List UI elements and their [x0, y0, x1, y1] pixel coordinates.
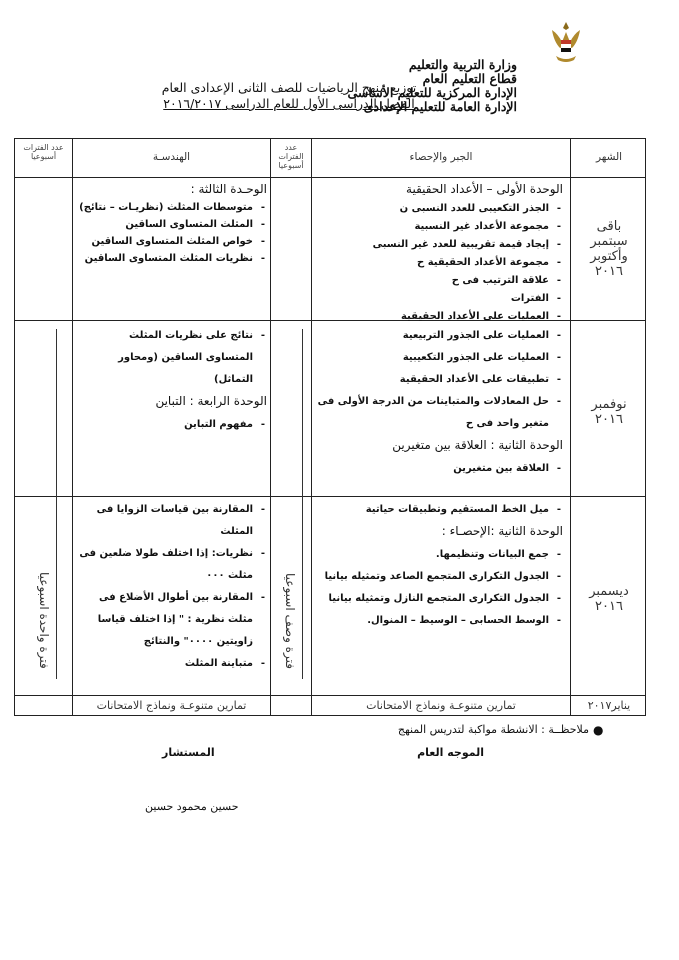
weeks-algebra-vertical: فترة وصف اسبوعيا: [283, 573, 297, 669]
list-item: - نظريات: إذا اختلف طولا ضلعين فى مثلث ٠٠٠: [79, 543, 267, 587]
footer-month: يناير٢٠١٧: [587, 699, 631, 712]
list-item: - متوسطات المثلث (نظريـات – نتائج): [79, 199, 267, 216]
title-line-2: الفصل الدراسى الأول للعام الدراسى ٢٠١٦/٢٠١٧: [163, 96, 415, 111]
list-item: - ميل الخط المستقيم وتطبيقات حياتية: [317, 499, 563, 521]
note-bullet-icon: ●: [593, 723, 604, 737]
month-line: سبتمبر: [590, 234, 628, 249]
weeks-geometry-vertical: فترة واحدة اسبوعيا: [37, 572, 51, 669]
month-line: وأكتوبر: [590, 249, 628, 264]
list-item: - علاقة الترتيب فى ح: [317, 272, 563, 290]
unit-title: الوحدة الأولى – الأعداد الحقيقية: [406, 182, 563, 196]
header-geometry: الهندسـة: [152, 151, 191, 163]
ministry-line: قطاع التعليم العام: [422, 71, 517, 86]
geometry-cell-2: [79, 325, 267, 436]
month-cell-2: [571, 397, 647, 427]
geometry-cell-1: [79, 181, 267, 267]
list-item: - متباينة المثلث: [79, 653, 267, 675]
list-item: - الجذر التكعيبى للعدد النسبى ن: [317, 200, 563, 218]
advisor-name: حسين محمود حسين: [145, 800, 239, 813]
list-item: - تطبيقات على الأعداد الحقيقية: [317, 369, 563, 391]
list-item: - العمليات على الجذور التكعيبية: [317, 347, 563, 369]
header-algebra: الجبر والإحصاء: [409, 151, 473, 163]
month-line: ٢٠١٦: [595, 264, 623, 279]
list-item: - العلاقة بين متغيرين: [317, 458, 563, 480]
geometry-cell-3: [79, 499, 267, 675]
algebra-cell-1: [317, 181, 563, 326]
unit-title: الوحدة الرابعة : التباين: [155, 394, 267, 408]
unit-title: الوحدة الثانية :الإحصـاء :: [441, 524, 563, 538]
ministry-line: وزارة التربية والتعليم: [408, 57, 517, 72]
list-item: - المثلث المتساوى الساقين: [79, 216, 267, 233]
list-item: - نظريات المثلث المتساوى الساقين: [79, 250, 267, 267]
month-cell-3: [571, 584, 647, 614]
unit-title: الوحدة الثانية : العلاقة بين متغيرين: [392, 438, 563, 452]
ministry-line: الإدارة العامة للتعليم الإعدادى: [363, 99, 517, 114]
month-line: ٢٠١٦: [595, 412, 623, 427]
list-item: - نتائج على نظريات المثلث المتساوى الساقين (ومحاور التماثل): [79, 325, 267, 391]
list-item: - الجدول التكرارى المتجمع النازل وتمثيله بيانيا: [317, 588, 563, 610]
curriculum-table: [14, 138, 646, 716]
algebra-cell-3: [317, 499, 563, 632]
advisor-label: المستشار: [162, 746, 215, 759]
list-item: - حل المعادلات والمتباينات من الدرجة الأولى فى متغير واحد فى ح: [317, 391, 563, 435]
header-weeks: عدد الفترات أسبوعيا: [278, 143, 304, 170]
header-month: الشهر: [595, 151, 623, 163]
ministry-line: الإدارة المركزية للتعليم الأساسى: [347, 85, 517, 100]
list-item: - خواص المثلث المتساوى الساقين: [79, 233, 267, 250]
document-title: [129, 80, 449, 112]
month-line: نوفمبر: [591, 397, 627, 412]
list-item: - العمليات على الأعداد الحقيقية: [317, 308, 563, 326]
month-cell-1: [571, 219, 647, 279]
list-item: - المقارنة بين أطوال الأضلاع فى مثلث نظرية : " إذا اختلف قياسا زاويتين ٠٠٠٠" والنتائج: [79, 587, 267, 653]
algebra-cell-2: [317, 325, 563, 480]
header-weeks-2: عدد الفترات أسبوعيا: [23, 143, 64, 161]
list-item: - الوسط الحسابى – الوسيط – المنوال.: [317, 610, 563, 632]
footer-algebra: تمارين متنوعـة ونماذج الامتحانات: [366, 699, 516, 712]
note-text: ملاحظــة : الانشطة مواكبة لتدريس المنهج: [397, 723, 589, 736]
list-item: - المقارنة بين قياسات الزوايا فى المثلث: [79, 499, 267, 543]
title-line-1: توزيع منهج الرياضيات للصف الثانى الإعدادى العام: [161, 80, 417, 95]
list-item: - الفترات: [317, 290, 563, 308]
egypt-eagle-emblem: [548, 20, 584, 64]
list-item: - جمع البيانات وتنظيمها.: [317, 544, 563, 566]
month-line: ٢٠١٦: [595, 599, 623, 614]
month-line: ديسمبر: [589, 584, 629, 599]
list-item: - مجموعة الأعداد غير النسبية: [317, 218, 563, 236]
list-item: - الجدول التكرارى المتجمع الصاعد وتمثيله بيانيا: [317, 566, 563, 588]
list-item: - مفهوم التباين: [79, 414, 267, 436]
list-item: - إيجاد قيمة تقريبية للعدد غير النسبى: [317, 236, 563, 254]
footer-geometry: تمارين متنوعـة ونماذج الامتحانات: [96, 699, 247, 712]
list-item: - العمليات على الجذور التربيعية: [317, 325, 563, 347]
list-item: - مجموعة الأعداد الحقيقية ح: [317, 254, 563, 272]
unit-title: الوحـدة الثالثة :: [190, 182, 267, 196]
supervisor-label: الموجه العام: [417, 746, 484, 759]
month-line: باقى: [596, 219, 622, 234]
